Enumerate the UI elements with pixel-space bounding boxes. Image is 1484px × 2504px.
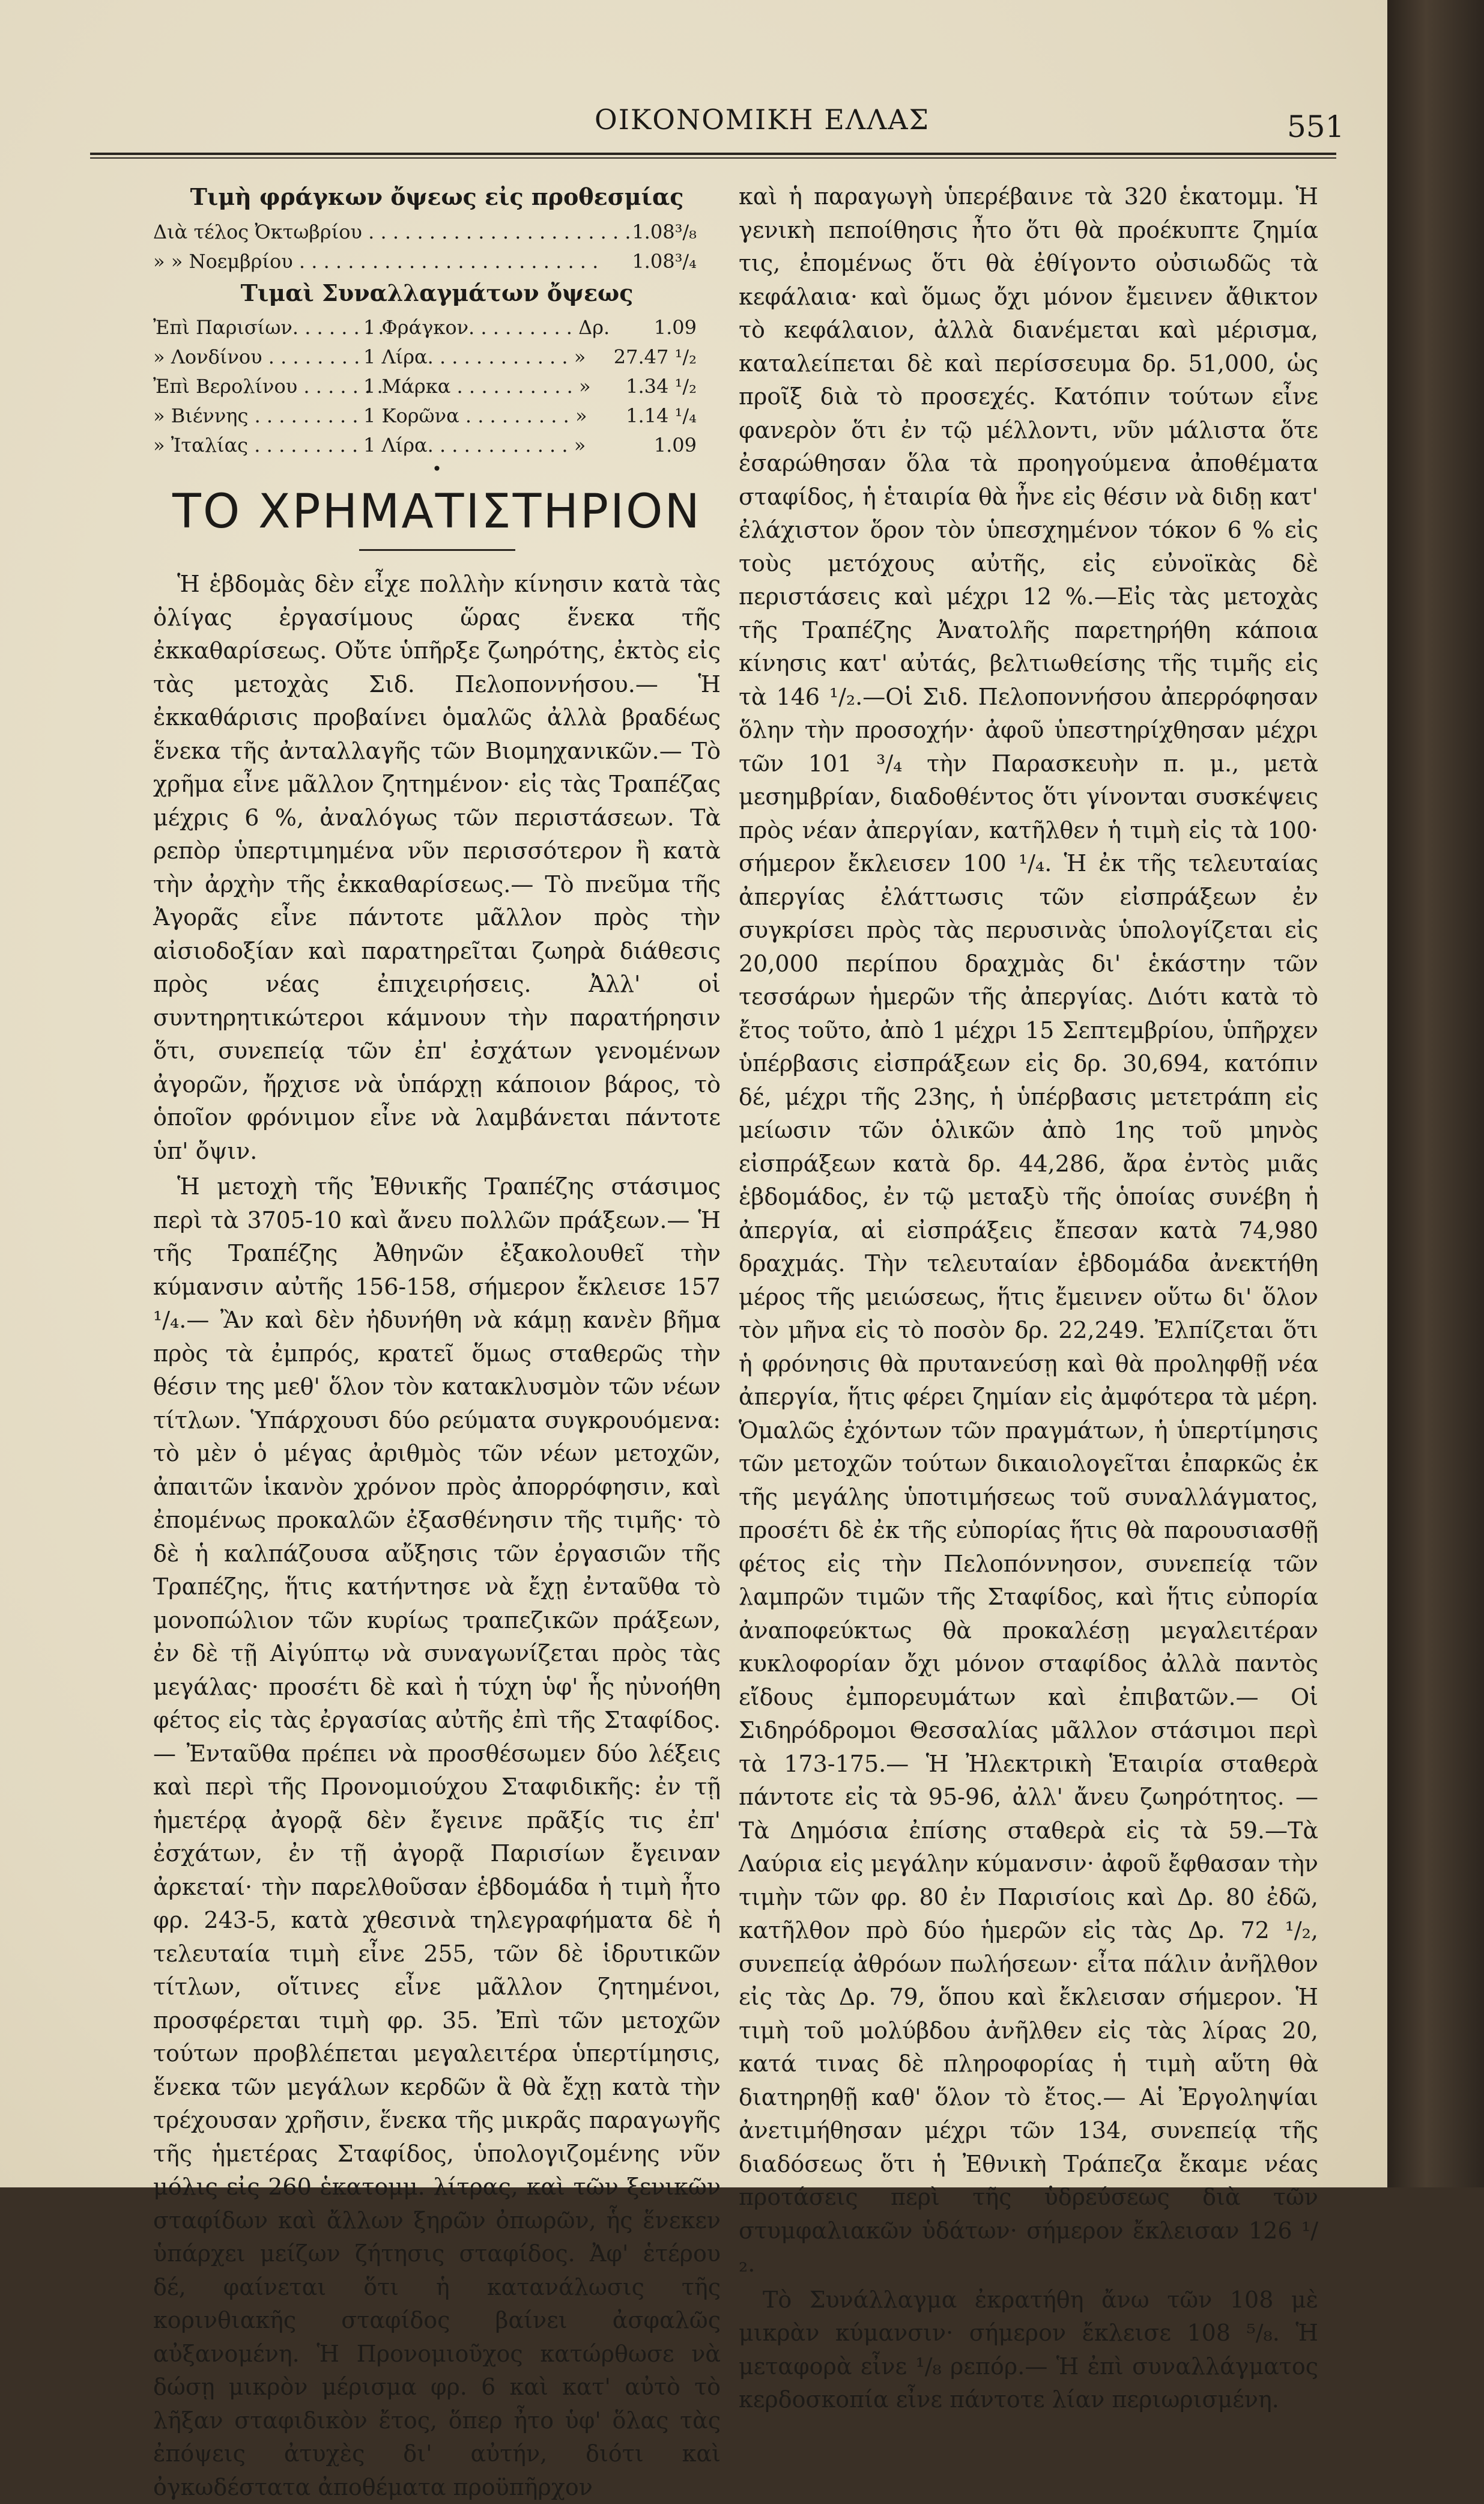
article-paragraph: καὶ ἡ παραγωγὴ ὑπερέβαινε τὰ 320 ἑκατομμ. Ἡ γενικὴ πεποίθησις ἦτο ὅτι θὰ προέκυπτε ζημία τις, ἐπομένως ὅτι θὰ ἐθίγοντο οὐσιωδῶς τὰ κεφάλαια· καὶ ὅμως ὄχι μόνον ἔμεινεν ἄθικτον τὸ κεφάλαιον, ἀλλὰ διανέμεται καὶ μέρισμα, καταλείπεται δὲ καὶ περίσσευμα δρ. 51,000, ὡς προῖξ διὰ τὸ προσεχές. Κατόπιν τούτων εἶνε φανερὸν ὅτι ἐν τῷ μέλλοντι, νῦν μάλιστα ὅτε ἐσαρώθησαν ὅλα τὰ προηγούμενα ἀποθέματα σταφίδος, ἡ ἑταιρία θὰ ἦνε εἰς θέσιν νὰ διδῃ κατ' ἐλάχιστον ὅρον τὸν ὑπεσχημένον τόκον 6 % εἰς τοὺς μετόχους αὐτῆς, εἰς εὐνοϊκὰς δὲ περιστάσεις καὶ μέχρι 12 %.—Εἰς τὰς μετοχὰς τῆς Τραπέζης Ἀνατολῆς παρετηρήθη κάποια κίνησις κατ' αὐτάς, βελτιωθείσης τῆς τιμῆς εἰς τὰ 146 ¹/₂.—Οἱ Σιδ. Πελοποννήσου ἀπερρόφησαν ὅλην τὴν προσοχήν· ἀφοῦ ὑπεστηρίχθησαν μέχρι τῶν 101 ³/₄ τὴν Παρασκευὴν π. μ., μετὰ μεσημβρίαν, διαδοθέντος ὅτι γίνονται συσκέψεις πρὸς νέαν ἀπεργίαν, κατῆλθεν ἡ τιμὴ εἰς τὰ 100· σήμερον ἔκλεισεν 100 ¹/₄. Ἡ ἐκ τῆς τελευταίας ἀπεργίας ἐλάττωσις τῶν εἰσπράξεων ἐν συγκρίσει πρὸς τὰς περυσινὰς ὑπολογίζεται εἰς 20,000 περίπου δραχμὰς δι' ἑκάστην τῶν τεσσάρων ἡμερῶν τῆς ἀπεργίας. Διότι κατὰ τὸ ἔτος τοῦτο, ἀπὸ 1 μέχρι 15 Σεπτεμβρίου, ὑπῆρχεν ὑπέρβασις εἰσπράξεων εἰς δρ. 30,694, κατόπιν δέ, μέχρι τῆς 23ης, ἡ ὑπέρβασις μετετράπη εἰς μείωσιν τῶν ὁλικῶν ἀπὸ 1ης τοῦ μηνὸς εἰσπράξεων κατὰ δρ. 44,286, ἄρα ἐντὸς μιᾶς ἑβδομάδος, ἐν τῷ μεταξὺ τῆς ὁποίας συνέβη ἡ ἀπεργία, αἱ εἰσπράξεις ἔπεσαν κατὰ 74,980 δραχμάς. Τὴν τελευταίαν ἑβδομάδα ἀνεκτήθη μέρος τῆς μειώσεως, ἥτις ἔμεινεν οὕτω δι' ὅλον τὸν μῆνα εἰς τὸ ποσὸν δρ. 22,249. Ἐλπίζεται ὅτι ἡ φρόνησις θὰ πρυτανεύσῃ καὶ θὰ προληφθῇ νέα ἀπεργία, ἥτις φέρει ζημίαν εἰς ἀμφότερα τὰ μέρη. Ὁμαλῶς ἐχόντων τῶν πραγμάτων, ἡ ὑπερτίμησις τῶν μετοχῶν τούτων δικαιολογεῖται ἐπαρκῶς ἐκ τῆς μεγάλης ὑποτιμήσεως τοῦ συναλλάγματος, προσέτι δὲ ἐκ τῆς εὐπορίας ἥτις θὰ παρουσιασθῇ φέτος εἰς τὴν Πελοπόννησον, συνεπείᾳ τῶν λαμπρῶν τιμῶν τῆς Σταφίδος, καὶ ἥτις εὐπορία ἀναποφεύκτως θὰ προκαλέσῃ μεγαλειτέραν κυκλοφορίαν ὄχι μόνον σταφίδος ἀλλὰ παντὸς εἴδους ἐμπορευμάτων καὶ ἐπιβατῶν.— Οἱ Σιδηρόδρομοι Θεσσαλίας μᾶλλον στάσιμοι περὶ τὰ 173-175.— Ἡ Ἠλεκτρικὴ Ἑταιρία σταθερὰ πάντοτε εἰς τὰ 95-96, ἀλλ' ἄνευ ζωηρότητος. —Τὰ Δημόσια ἐπίσης σταθερὰ εἰς τὰ 59.—Τὰ Λαύρια εἰς μεγάλην κύμανσιν· ἀφοῦ ἔφθασαν τὴν τιμὴν τῶν φρ. 80 ἐν Παρισίοις καὶ Δρ. 80 ἐδῶ, κατῆλθον πρὸ δύο ἡμερῶν εἰς τὰς Δρ. 72 ¹/₂, συνεπείᾳ ἀθρόων πωλήσεων· εἶτα πάλιν ἀνῆλθον εἰς τὰς Δρ. 79, ὅπου καὶ ἔκλεισαν σήμερον. Ἡ τιμὴ τοῦ μολύβδου ἀνῆλθεν εἰς τὰς λίρας 20, κατά τινας δὲ πληροφορίας ἡ τιμὴ αὕτη θὰ διατηρηθῇ καθ' ὅλον τὸ ἔτος.— Αἱ Ἐργοληψίαι ἀνετιμήθησαν μέχρι τῶν 134, συνεπείᾳ τῆς διαδόσεως ὅτι ἡ Ἐθνικὴ Τράπεζα ἔκαμε νέας προτάσεις περὶ τῆς ὑδρεύσεως διὰ τῶν στυμφαλιακῶν ὑδάτων· σήμερον ἔκλεισαν 126 ¹/₂.	[739, 183, 1318, 2277]
forward-rate-value: 1.08³/₄	[632, 249, 697, 273]
left-column	[153, 180, 721, 2504]
right-column	[739, 180, 1318, 2417]
exchange-rate-row	[153, 313, 721, 342]
article-paragraph: Ἡ μετοχὴ τῆς Ἐθνικῆς Τραπέζης στάσιμος περὶ τὰ 3705-10 καὶ ἄνευ πολλῶν πράξεων.— Ἡ τῆς Τραπέζης Ἀθηνῶν ἐξακολουθεῖ τὴν κύμανσιν αὐτῆς 156-158, σήμερον ἔκλεισε 157 ¹/₄.— Ἂν καὶ δὲν ἠδυνήθη νὰ κάμῃ κανὲν βῆμα πρὸς τὰ ἐμπρός, κρατεῖ ὅμως σταθερῶς τὴν θέσιν της μεθ' ὅλον τὸν κατακλυσμὸν τῶν νέων τίτλων. Ὑπάρχουσι δύο ρεύματα συγκρουόμενα: τὸ μὲν ὁ μέγας ἀριθμὸς τῶν νέων μετοχῶν, ἀπαιτῶν ἱκανὸν χρόνον πρὸς ἀπορρόφησιν, καὶ ἐπομένως προκαλῶν ἐξασθένησιν τῆς τιμῆς· τὸ δὲ ἡ καλπάζουσα αὔξησις τῶν ἐργασιῶν τῆς Τραπέζης, ἥτις κατήντησε νὰ ἔχῃ ἐνταῦθα τὸ μονοπώλιον τῶν κυρίως τραπεζικῶν πράξεων, ἐν δὲ τῇ Αἰγύπτῳ νὰ συναγωνίζεται πρὸς τὰς μεγάλας· προσέτι δὲ καὶ ἡ τύχη ὑφ' ἧς ηὐνοήθη φέτος εἰς τὰς ἐργασίας αὐτῆς ἐπὶ τῆς Σταφίδος.— Ἐνταῦθα πρέπει νὰ προσθέσωμεν δύο λέξεις καὶ περὶ τῆς Προνομιούχου Σταφιδικῆς: ἐν τῇ ἡμετέρᾳ ἀγορᾷ δὲν ἔγεινε πρᾶξίς τις ἐπ' ἐσχάτων, ἐν τῇ ἀγορᾷ Παρισίων ἔγειναν ἀρκεταί· τὴν παρελθοῦσαν ἑβδομάδα ἡ τιμὴ ἦτο φρ. 243-5, κατὰ χθεσινὰ τηλεγραφήματα δὲ ἡ τελευταία τιμὴ εἶνε 255, τῶν δὲ ἱδρυτικῶν τίτλων, οἵτινες εἶνε μᾶλλον ζητημένοι, προσφέρεται τιμὴ φρ. 35. Ἐπὶ τῶν μετοχῶν τούτων προβλέπεται μεγαλειτέρα ὑπερτίμησις, ἕνεκα τῶν μεγάλων κερδῶν ἃ θὰ ἔχῃ κατὰ τὴν τρέχουσαν χρῆσιν, ἕνεκα τῆς μικρᾶς παραγωγῆς τῆς ἡμετέρας Σταφίδος, ὑπολογιζομένης νῦν μόλις εἰς 260 ἑκατομμ. λίτρας, καὶ τῶν ξενικῶν σταφίδων καὶ ἄλλων ξηρῶν ὀπωρῶν, ἧς ἕνεκεν ὑπάρχει μείζων ζήτησις σταφίδος. Ἀφ' ἑτέρου δέ, φαίνεται ὅτι ἡ κατανάλωσις τῆς κορινθιακῆς σταφίδος βαίνει ἀσφαλῶς αὐξανομένη. Ἡ Προνομιοῦχος κατώρθωσε νὰ δώσῃ μικρὸν μέρισμα φρ. 6 καὶ κατ' αὐτὸ τὸ λῆξαν σταφιδικὸν ἔτος, ὅπερ ἦτο ὑφ' ὅλας τὰς ἐπόψεις ἀτυχὲς δι' αὐτήν, διότι καὶ ὀγκωδέστατα ἀποθέματα προϋπῆρχον	[153, 1173, 721, 2500]
rate-place: Ἐπὶ Παρισίων. . . . . . . .	[153, 316, 384, 339]
forward-rate-label: » » Νοεμβρίου . . . . . . . . . . . . . . . . . . . . . . . . .	[153, 249, 599, 273]
forward-rates-title: Τιμὴ φράγκων ὄψεως εἰς προθεσμίας	[190, 183, 684, 210]
rate-currency: 1 Μάρκα . . . . . . . . . . »	[363, 375, 591, 398]
forward-rate-label: Διὰ τέλος Ὀκτωβρίου . . . . . . . . . . . . . . . . . . . . . .	[153, 220, 631, 243]
rate-place: » Λονδίνου . . . . . . . .	[153, 345, 360, 368]
exchange-rate-row	[153, 342, 721, 372]
page-header	[0, 90, 1387, 144]
rate-value: 1.09	[653, 434, 697, 457]
exchange-rates-title: Τιμαὶ Συναλλαγμάτων ὄψεως	[240, 279, 634, 306]
exchange-rate-row	[153, 431, 721, 460]
forward-rate-value: 1.08³/₈	[632, 220, 697, 243]
section-divider: •	[432, 459, 442, 479]
article-paragraph: Ἡ ἑβδομὰς δὲν εἶχε πολλὴν κίνησιν κατὰ τὰς ὀλίγας ἐργασίμους ὥρας ἕνεκα τῆς ἐκκαθαρίσεως. Οὔτε ὑπῆρξε ζωηρότης, ἐκτὸς εἰς τὰς μετοχὰς Σιδ. Πελοποννήσου.— Ἡ ἐκκαθάρισις προβαίνει ὁμαλῶς ἀλλὰ βραδέως ἕνεκα τῆς ἀνταλλαγῆς τῶν Βιομηχανικῶν.— Τὸ χρῆμα εἶνε μᾶλλον ζητημένον· εἰς τὰς Τραπέζας μέχρις 6 %, ἀναλόγως τῶν περιστάσεων. Τὰ ρεπὸρ ὑπερτιμημένα νῦν περισσότερον ἢ κατὰ τὴν ἀρχὴν τῆς ἐκκαθαρίσεως.— Τὸ πνεῦμα τῆς Ἀγορᾶς εἶνε πάντοτε μᾶλλον πρὸς τὴν αἰσιοδοξίαν καὶ παρατηρεῖται ζωηρὰ διάθεσις πρὸς νέας ἐπιχειρήσεις. Ἀλλ' οἱ συντηρητικώτεροι κάμνουν τὴν παρατήρησιν ὅτι, συνεπείᾳ τῶν ἐπ' ἐσχάτων γενομένων ἀγορῶν, ἤρχισε νὰ ὑπάρχῃ κάποιον βάρος, τὸ ὁποῖον φρόνιμον εἶνε νὰ λαμβάνεται πάντοτε ὑπ' ὄψιν.	[153, 571, 721, 1164]
rate-currency: 1 Φράγκον. . . . . . . . . Δρ.	[363, 316, 610, 339]
forward-rate-row	[153, 217, 721, 247]
header-rule-thin	[90, 157, 1336, 159]
rate-value: 1.09	[653, 316, 697, 339]
rate-place: » Ἰταλίας . . . . . . . . .	[153, 434, 359, 457]
article-paragraph: Τὸ Συνάλλαγμα ἐκρατήθη ἄνω τῶν 108 μὲ μικρὰν κύμανσιν· σήμερον ἔκλεισε 108 ⁵/₈. Ἡ μεταφορὰ εἶνε ¹/₈ ρεπόρ.— Ἡ ἐπὶ συναλλάγματος κερδοσκοπία εἶνε πάντοτε λίαν περιωρισμένη.	[739, 2286, 1318, 2413]
rate-currency: 1 Κορῶνα . . . . . . . . . »	[363, 404, 587, 427]
forward-rate-row	[153, 247, 721, 276]
exchange-rate-row	[153, 401, 721, 431]
exchange-rate-row	[153, 372, 721, 401]
header-rule	[90, 153, 1336, 155]
rate-place: » Βιέννης . . . . . . . . .	[153, 404, 359, 427]
rate-value: 27.47 ¹/₂	[613, 345, 697, 368]
journal-title: ΟΙΚΟΝΟΜΙΚΗ ΕΛΛΑΣ	[595, 103, 930, 136]
title-underline	[359, 549, 515, 551]
page-number: 551	[1287, 109, 1345, 144]
rate-currency: 1 Λίρα. . . . . . . . . . . . »	[363, 345, 586, 368]
book-edge	[1387, 0, 1484, 2187]
rate-currency: 1 Λίρα. . . . . . . . . . . . »	[363, 434, 586, 457]
section-title: ΤΟ ΧΡΗΜΑΤΙΣΤΗΡΙΟΝ	[172, 485, 701, 539]
rate-value: 1.34 ¹/₂	[626, 375, 697, 398]
rate-place: Ἐπὶ Βερολίνου . . . . . . .	[153, 375, 383, 398]
rate-value: 1.14 ¹/₄	[626, 404, 697, 427]
